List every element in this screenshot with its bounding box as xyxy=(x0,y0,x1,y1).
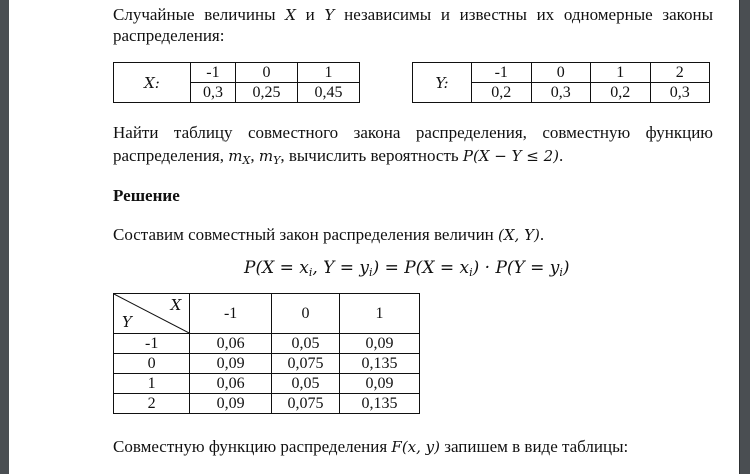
y-prob: 0,3 xyxy=(531,83,591,103)
x-header: 0 xyxy=(271,294,339,334)
task-line-1: Найти таблицу совместного закона распределения, совместную функцию xyxy=(113,123,713,142)
y-header: 2 xyxy=(114,394,190,414)
x-value: 1 xyxy=(297,63,359,83)
text: Составим совместный закон распределения величин xyxy=(113,225,494,244)
task-line-2 xyxy=(113,145,563,172)
text: и xyxy=(305,5,315,24)
corner-y-label: Y xyxy=(122,313,132,331)
text: Случайные величины xyxy=(113,5,276,24)
x-header: 1 xyxy=(340,294,420,334)
x-value: 0 xyxy=(235,63,297,83)
y-header: 0 xyxy=(114,354,190,374)
x-header: -1 xyxy=(190,294,272,334)
right-viewer-margin xyxy=(739,0,750,474)
probability-expression: P(X − Y ≤ 2) xyxy=(462,147,560,165)
cell: 0,09 xyxy=(190,354,272,374)
problem-line-2: распределения: xyxy=(113,26,225,45)
cell: 0,05 xyxy=(271,374,339,394)
y-header: 1 xyxy=(114,374,190,394)
y-distribution-table xyxy=(412,62,710,103)
y-value: 0 xyxy=(531,63,591,83)
pair-expression: (X, Y) xyxy=(498,226,540,244)
text: запишем в виде таблицы: xyxy=(444,437,629,456)
y-value: 2 xyxy=(650,63,710,83)
cell: 0,06 xyxy=(190,334,272,354)
joint-distribution-table xyxy=(113,293,420,414)
var-y: Y xyxy=(324,6,335,24)
corner-x-label: X xyxy=(170,296,182,314)
cell: 0,09 xyxy=(340,374,420,394)
footer-line xyxy=(113,436,628,458)
corner-cell xyxy=(114,294,190,334)
text: Совместную функцию распределения xyxy=(113,437,388,456)
y-value: 1 xyxy=(591,63,651,83)
table-row xyxy=(114,394,420,414)
table-row xyxy=(114,354,420,374)
cell: 0,09 xyxy=(190,394,272,414)
text: , xyxy=(250,146,255,165)
text: распределения, xyxy=(113,146,224,165)
cell: 0,05 xyxy=(271,334,339,354)
text: , вычислить вероятность xyxy=(280,146,459,165)
y-prob: 0,3 xyxy=(650,83,710,103)
solution-heading: Решение xyxy=(113,186,180,205)
product-formula: $P(X = x_i$, $Y = y_i) = P(X = x_i) \cdot P(Y = y_i)$ xyxy=(244,258,570,279)
y-value: -1 xyxy=(472,63,532,83)
y-label: Y: xyxy=(413,63,472,103)
my: $m_Y$ xyxy=(258,147,281,167)
x-distribution-table xyxy=(113,62,360,103)
x-value: -1 xyxy=(191,63,236,83)
cell: 0,06 xyxy=(190,374,272,394)
cell: 0,135 xyxy=(340,354,420,374)
x-prob: 0,45 xyxy=(297,83,359,103)
solution-intro xyxy=(113,224,544,246)
table-row xyxy=(114,374,420,394)
cell: 0,075 xyxy=(271,394,339,414)
table-row xyxy=(114,334,420,354)
y-prob: 0,2 xyxy=(591,83,651,103)
function-expression: F(x, y) xyxy=(391,438,441,456)
y-header: -1 xyxy=(114,334,190,354)
y-prob: 0,2 xyxy=(472,83,532,103)
mx: $m_X$ xyxy=(228,147,251,167)
text: . xyxy=(559,146,564,165)
text: независимы и известны их одномерные законы xyxy=(344,5,714,24)
left-viewer-margin xyxy=(0,0,9,474)
x-prob: 0,3 xyxy=(191,83,236,103)
x-label: X: xyxy=(114,63,191,103)
text: . xyxy=(539,225,545,244)
var-x: X xyxy=(285,6,296,24)
cell: 0,09 xyxy=(340,334,420,354)
problem-line-1 xyxy=(113,4,713,26)
cell: 0,135 xyxy=(340,394,420,414)
cell: 0,075 xyxy=(271,354,339,374)
x-prob: 0,25 xyxy=(235,83,297,103)
